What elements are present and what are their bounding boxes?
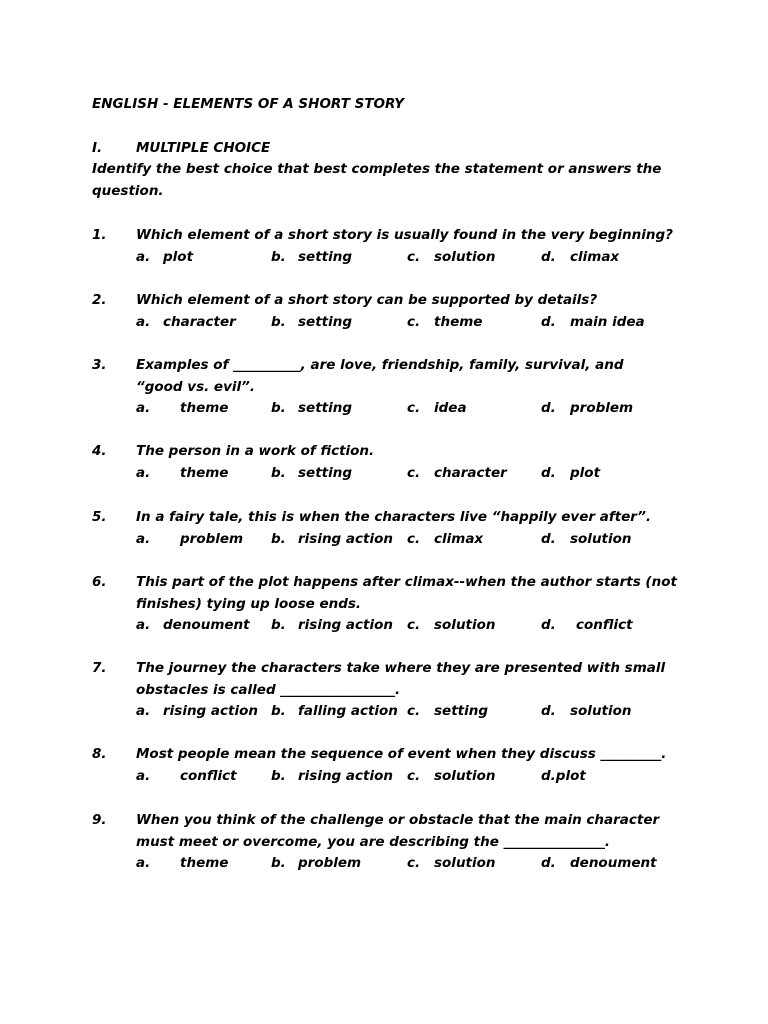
option-text: solution — [570, 530, 632, 547]
option-text: theme — [180, 400, 229, 416]
option-text: setting — [298, 248, 352, 265]
option-text: problem — [298, 855, 362, 871]
option-letter: b. — [271, 313, 286, 330]
option-letter: a. — [136, 313, 151, 330]
instructions-line: Identify the best choice that best completes the statement or answers the — [92, 161, 662, 177]
option-text: character — [434, 464, 507, 481]
option-letter: d. — [541, 530, 556, 547]
option-letter: d. — [541, 313, 556, 330]
option-letter: b. — [271, 767, 286, 784]
option-text: character — [163, 313, 236, 330]
question-text: This part of the plot happens after climax--when the author starts (not — [136, 574, 677, 590]
question-number: 3. — [92, 357, 107, 373]
option-text: conflict — [180, 767, 237, 784]
option-letter: a. — [136, 248, 151, 265]
question-number: 7. — [92, 660, 107, 676]
option-letter: d. — [541, 248, 556, 265]
option-text: solution — [434, 617, 496, 633]
question-text: Which element of a short story is usually found in the very beginning? — [136, 227, 673, 243]
option-text: solution — [570, 703, 632, 719]
question-text: When you think of the challenge or obstacle that the main character — [136, 812, 660, 828]
option-letter: c. — [407, 703, 421, 719]
question-number: 9. — [92, 812, 107, 828]
option-text: plot — [570, 464, 601, 481]
option-text: rising action — [163, 703, 259, 719]
option-text: setting — [298, 464, 352, 481]
section-heading: MULTIPLE CHOICE — [136, 140, 271, 156]
option-letter: d. — [541, 617, 556, 633]
option-text: solution — [434, 767, 496, 784]
option-text: main idea — [570, 313, 645, 330]
option-letter: b. — [271, 464, 286, 481]
worksheet-title: ENGLISH - ELEMENTS OF A SHORT STORY — [92, 96, 404, 112]
option-letter: c. — [407, 855, 421, 871]
question-text: Most people mean the sequence of event when they discuss _________. — [136, 746, 667, 762]
question-text: In a fairy tale, this is when the characters live “happily ever after”. — [136, 509, 652, 525]
option-text: climax — [570, 248, 620, 265]
option-text: solution — [434, 248, 496, 265]
option-text: denoument — [570, 855, 657, 871]
option-letter: b. — [271, 248, 286, 265]
option-text: theme — [180, 855, 229, 871]
option-text: falling action — [298, 703, 398, 719]
option-letter: a. — [136, 703, 151, 719]
option-text: setting — [434, 703, 488, 719]
option-letter: c. — [407, 313, 421, 330]
question-text: “good vs. evil”. — [136, 378, 255, 395]
option-text: conflict — [576, 617, 633, 633]
instructions-line: question. — [92, 183, 164, 199]
question-text: Examples of __________, are love, friendship, family, survival, and — [136, 357, 624, 373]
question-number: 4. — [92, 443, 107, 459]
question-text: finishes) tying up loose ends. — [136, 595, 362, 612]
option-text: theme — [434, 313, 483, 330]
option-text: rising action — [298, 767, 394, 784]
question-text: The journey the characters take where they are presented with small — [136, 660, 666, 676]
option-text: plot — [163, 248, 194, 265]
option-text: solution — [434, 855, 496, 871]
option-letter: a. — [136, 855, 151, 871]
question-text: must meet or overcome, you are describing the _______________. — [136, 833, 610, 850]
question-number: 5. — [92, 509, 107, 525]
question-number: 2. — [92, 292, 107, 308]
question-text: obstacles is called _________________. — [136, 681, 401, 698]
option-letter: c. — [407, 464, 421, 481]
option-letter: b. — [271, 400, 286, 416]
option-text: problem — [570, 400, 634, 416]
option-letter: a. — [136, 400, 151, 416]
option-letter: c. — [407, 248, 421, 265]
option-text: theme — [180, 464, 229, 481]
option-letter: a. — [136, 464, 151, 481]
section-numeral: I. — [92, 140, 103, 156]
option-letter: b. — [271, 703, 286, 719]
option-text: rising action — [298, 617, 394, 633]
option-letter: b. — [271, 855, 286, 871]
option-letter: d. — [541, 855, 556, 871]
option-letter: c. — [407, 400, 421, 416]
option-text: setting — [298, 400, 352, 416]
option-letter: d. — [541, 464, 556, 481]
option-text: setting — [298, 313, 352, 330]
option-letter: c. — [407, 617, 421, 633]
option-letter: b. — [271, 530, 286, 547]
option-letter: c. — [407, 530, 421, 547]
option-text: climax — [434, 530, 484, 547]
option-letter: a. — [136, 617, 151, 633]
question-number: 6. — [92, 574, 107, 590]
option-text: problem — [180, 530, 244, 547]
option-letter: b. — [271, 617, 286, 633]
option-text: idea — [434, 400, 467, 416]
question-number: 1. — [92, 227, 107, 243]
option-letter: d. — [541, 703, 556, 719]
option-letter: a. — [136, 767, 151, 784]
option-text: d.plot — [541, 767, 586, 784]
question-number: 8. — [92, 746, 107, 762]
option-letter: d. — [541, 400, 556, 416]
option-letter: c. — [407, 767, 421, 784]
option-letter: a. — [136, 530, 151, 547]
question-text: Which element of a short story can be supported by details? — [136, 292, 598, 308]
question-text: The person in a work of fiction. — [136, 443, 375, 459]
option-text: rising action — [298, 530, 394, 547]
option-text: denoument — [163, 617, 250, 633]
